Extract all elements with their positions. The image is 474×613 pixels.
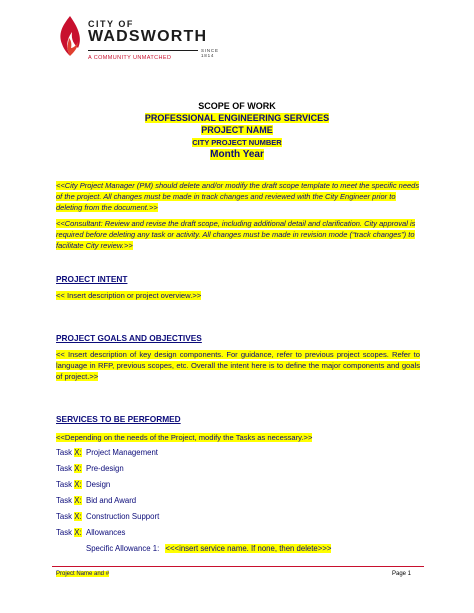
- services-heading: SERVICES TO BE PERFORMED: [56, 414, 181, 424]
- footer-page-number: Page 1: [392, 571, 412, 577]
- task-item: [56, 464, 124, 473]
- services-placeholder: <<Depending on the needs of the Project, modify the Tasks as necessary.>>: [56, 433, 313, 442]
- services-text: [56, 432, 420, 443]
- task-label: Pre-design: [86, 464, 124, 473]
- allowance-label: Specific Allowance 1:: [86, 544, 160, 553]
- logo-divider: [88, 50, 198, 51]
- task-label: Allowances: [86, 528, 126, 537]
- task-label: Construction Support: [86, 512, 160, 521]
- task-label: Bid and Award: [86, 496, 137, 505]
- task-number: X:: [74, 528, 82, 537]
- task-item: [56, 480, 111, 489]
- pm-instruction: [56, 180, 420, 213]
- task-prefix: Task: [56, 480, 75, 489]
- task-item: [56, 528, 126, 537]
- goals-placeholder: << Insert description of key design components. For guidance, refer to previous project scopes. Refer to language in RFP, previous scopes, etc. Overall the intent here is to define the major components and goals of project.>>: [56, 350, 420, 381]
- project-intent-placeholder: << Insert description or project overview.>>: [56, 291, 202, 300]
- task-number: X:: [74, 464, 82, 473]
- task-prefix: Task: [56, 528, 75, 537]
- project-intent-text: [56, 290, 420, 301]
- flame-icon: [56, 14, 84, 58]
- logo-city-name: WADSWORTH: [88, 28, 208, 45]
- month-year: [0, 149, 474, 160]
- task-number: X:: [74, 480, 82, 489]
- logo-tagline: A COMMUNITY UNMATCHED: [88, 55, 172, 61]
- consultant-instruction: [56, 218, 420, 251]
- task-item: [56, 496, 137, 505]
- consultant-instruction-text: <<Consultant: Review and revise the draft scope, including additional detail and clarification. City approval is required before deleting any task or activity. All changes must be made in revision mode (“track changes”) to facilitate City review.>>: [56, 219, 416, 250]
- task-number: X:: [74, 512, 82, 521]
- allowance-placeholder: <<<insert service name. If none, then delete>>>: [165, 544, 332, 553]
- project-number: [0, 138, 474, 147]
- footer-project: [56, 571, 109, 577]
- logo-since: SINCE 1814: [201, 48, 219, 58]
- service-type: [0, 113, 474, 123]
- footer-divider: [52, 566, 424, 567]
- task-prefix: Task: [56, 464, 75, 473]
- project-name-text: PROJECT NAME: [201, 125, 273, 135]
- project-intent-heading: PROJECT INTENT: [56, 274, 128, 284]
- goals-heading: PROJECT GOALS AND OBJECTIVES: [56, 333, 202, 343]
- goals-text: [56, 349, 420, 382]
- task-number: X:: [74, 496, 82, 505]
- document-title: SCOPE OF WORK: [198, 101, 276, 111]
- task-prefix: Task: [56, 512, 75, 521]
- logo-city-of: CITY OF: [88, 19, 134, 29]
- footer-project-text: Project Name and #: [56, 571, 110, 577]
- task-item: [56, 448, 158, 457]
- task-label: Project Management: [86, 448, 158, 457]
- task-label: Design: [86, 480, 111, 489]
- project-number-text: CITY PROJECT NUMBER: [192, 138, 282, 147]
- pm-instruction-text: <<City Project Manager (PM) should delete and/or modify the draft scope template to meet the specific needs of the project. All changes must be made in track changes and reviewed with the City Engineer prior to deleting from the document.>>: [56, 181, 420, 212]
- specific-allowance: [86, 544, 331, 553]
- task-prefix: Task: [56, 496, 75, 505]
- task-item: [56, 512, 160, 521]
- project-name: [0, 125, 474, 135]
- city-logo: [56, 14, 226, 66]
- month-year-text: Month Year: [210, 149, 264, 160]
- service-type-text: PROFESSIONAL ENGINEERING SERVICES: [144, 113, 330, 123]
- task-prefix: Task: [56, 448, 75, 457]
- task-number: X:: [74, 448, 82, 457]
